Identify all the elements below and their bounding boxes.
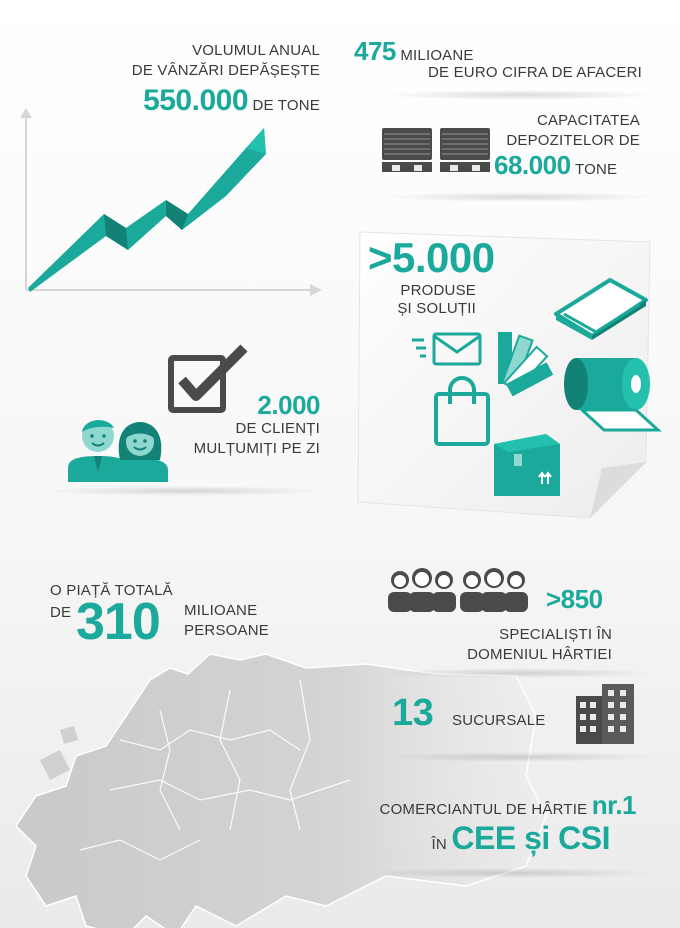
leader-rank: nr.1 bbox=[591, 790, 636, 820]
branches-value: 13 bbox=[392, 692, 434, 734]
checkbox-checked-icon bbox=[168, 346, 250, 414]
sales-line1: VOLUMUL ANUAL bbox=[192, 42, 320, 59]
happy-customers-icon bbox=[66, 410, 170, 482]
europe-map bbox=[0, 650, 520, 928]
specialists-line1: SPECIALIȘTI ÎN bbox=[499, 626, 612, 643]
market-unit1: MILIOANE bbox=[184, 602, 258, 619]
turnover-line2: DE EURO CIFRA DE AFACERI bbox=[427, 64, 642, 81]
divider-shadow bbox=[380, 752, 660, 762]
leader-line1: COMERCIANTUL DE HÂRTIE bbox=[379, 801, 588, 818]
sales-value: 550.000 bbox=[143, 84, 249, 117]
market-line1: O PIAȚĂ TOTALĂ bbox=[50, 582, 173, 599]
sales-growth-chart-icon bbox=[16, 108, 326, 308]
leader-row1 bbox=[330, 790, 636, 821]
divider-shadow bbox=[380, 192, 660, 202]
turnover-line1: MILIOANE bbox=[400, 47, 474, 64]
leader-prefix: ÎN bbox=[431, 836, 447, 853]
color-swatches-icon bbox=[496, 330, 556, 390]
warehouse-value: 68.000 bbox=[494, 150, 571, 180]
clients-value: 2.000 bbox=[257, 390, 320, 420]
market-prefix: DE bbox=[50, 604, 72, 621]
divider-shadow bbox=[380, 90, 660, 100]
divider-shadow bbox=[380, 668, 660, 678]
shopping-bag-icon bbox=[434, 376, 490, 446]
warehouse-line2: DEPOZITELOR DE bbox=[506, 132, 640, 149]
office-building-icon bbox=[576, 682, 634, 744]
paper-ream-icon bbox=[552, 278, 648, 340]
team-people-icon bbox=[386, 566, 536, 612]
products-line1: PRODUSE bbox=[400, 282, 476, 299]
market-unit2: PERSOANE bbox=[184, 622, 269, 639]
warehouse-value-row bbox=[494, 150, 617, 181]
specialists-line2: DOMENIUL HÂRTIEI bbox=[467, 646, 612, 663]
market-value: 310 bbox=[76, 593, 160, 651]
pallet-stack-icon bbox=[382, 126, 492, 174]
leader-region: CEE și CSI bbox=[451, 820, 610, 856]
paper-roll-icon bbox=[562, 350, 660, 440]
branches-label: SUCURSALE bbox=[452, 712, 546, 729]
divider-shadow bbox=[40, 486, 330, 496]
sales-unit: DE TONE bbox=[252, 97, 320, 114]
clients-line2: MULȚUMIȚI PE ZI bbox=[193, 440, 320, 457]
leader-row2 bbox=[330, 820, 610, 857]
turnover-row bbox=[354, 36, 474, 67]
envelope-icon bbox=[412, 330, 484, 370]
divider-shadow bbox=[360, 868, 660, 878]
products-line2: ȘI SOLUȚII bbox=[397, 300, 476, 317]
warehouse-unit: TONE bbox=[574, 161, 618, 178]
shipping-box-icon bbox=[492, 430, 562, 500]
clients-line1: DE CLIENȚI bbox=[235, 420, 320, 437]
products-value: >5.000 bbox=[368, 234, 495, 281]
warehouse-line1: CAPACITATEA bbox=[536, 112, 640, 129]
turnover-value: 475 bbox=[354, 36, 396, 66]
sales-line2: DE VÂNZĂRI DEPĂȘEȘTE bbox=[131, 62, 320, 79]
specialists-value: >850 bbox=[546, 584, 603, 614]
